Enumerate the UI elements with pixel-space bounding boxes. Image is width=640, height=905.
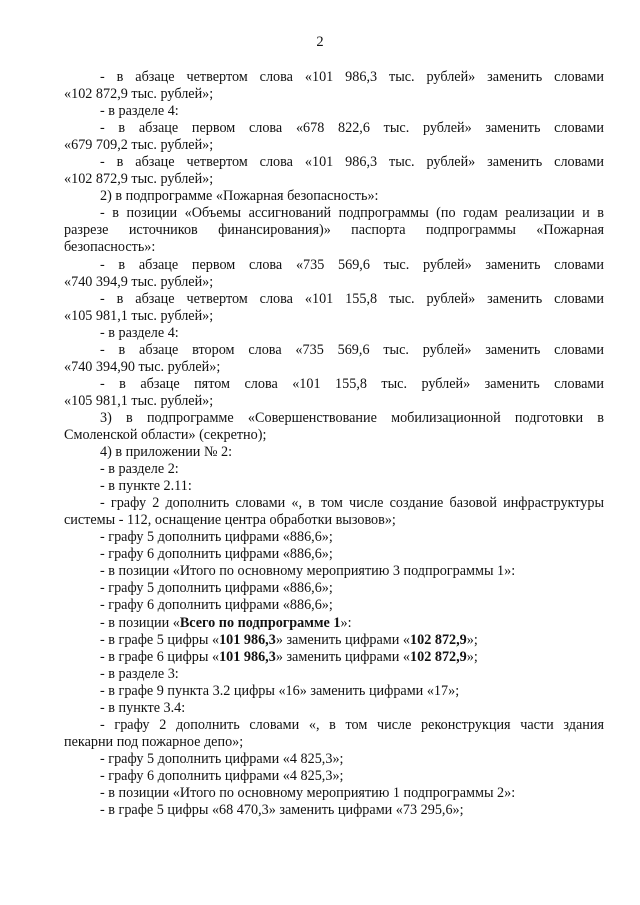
text-line: - графу 6 дополнить цифрами «4 825,3»; xyxy=(100,767,344,784)
text-segment: »; xyxy=(466,631,478,648)
text-segment: - в графе 5 цифры « xyxy=(100,631,220,648)
text-line: - графу 6 дополнить цифрами «886,6»; xyxy=(100,546,333,563)
text-line: - в абзаце четвертом слова «101 986,3 тыс. рублей» заменить словами xyxy=(100,69,604,85)
text-line: - в абзаце пятом слова «101 155,8 тыс. рублей» заменить словами xyxy=(100,375,604,392)
text-line: - в разделе 2: xyxy=(100,461,179,478)
text-line: - в пункте 3.4: xyxy=(100,699,186,716)
text-line: - в позиции «Итого по основному мероприятию 1 подпрограммы 2»: xyxy=(100,784,516,801)
text-line: - в графе 9 пункта 3.2 цифры «16» заменить цифрами «17»; xyxy=(100,682,460,699)
text-line: «102 872,9 тыс. рублей»; xyxy=(64,171,214,188)
text-line: пекарни под пожарное депо»; xyxy=(64,733,244,750)
text-line: - графу 5 дополнить цифрами «886,6»; xyxy=(100,529,333,546)
bold-text: 101 986,3 xyxy=(219,648,276,665)
text-line: Смоленской области» (секретно); xyxy=(64,426,267,443)
text-line xyxy=(64,649,604,666)
text-line: разрезе источников финансирования)» паспорта подпрограммы «Пожарная xyxy=(64,222,604,239)
text-line xyxy=(64,615,604,632)
text-line: 2) в подпрограмме «Пожарная безопасность»: xyxy=(100,188,379,205)
text-line: - графу 2 дополнить словами «, в том числе реконструкция части здания xyxy=(100,716,604,733)
text-line: «102 872,9 тыс. рублей»; xyxy=(64,86,214,103)
text-line xyxy=(64,632,604,649)
text-line: - в разделе 4: xyxy=(100,103,179,120)
text-segment: »; xyxy=(466,648,478,665)
text-line: - в графе 5 цифры «68 470,3» заменить цифрами «73 295,6»; xyxy=(100,802,464,819)
text-line: 4) в приложении № 2: xyxy=(100,444,233,461)
text-line: «679 709,2 тыс. рублей»; xyxy=(64,137,214,154)
text-segment: »: xyxy=(340,614,352,631)
text-line: 3) в подпрограмме «Совершенствование мобилизационной подготовки в xyxy=(100,409,604,426)
text-line: - в пункте 2.11: xyxy=(100,478,192,495)
bold-text: 102 872,9 xyxy=(410,631,467,648)
text-line: «105 981,1 тыс. рублей»; xyxy=(64,392,214,409)
text-line: «740 394,90 тыс. рублей»; xyxy=(64,358,221,375)
text-segment: - в позиции « xyxy=(100,614,180,631)
text-line: - в абзаце первом слова «678 822,6 тыс. рублей» заменить словами xyxy=(100,120,604,137)
text-line: - в абзаце втором слова «735 569,6 тыс. рублей» заменить словами xyxy=(100,341,604,358)
text-line: «105 981,1 тыс. рублей»; xyxy=(64,307,214,324)
text-line: - графу 5 дополнить цифрами «4 825,3»; xyxy=(100,750,344,767)
text-segment: » заменить цифрами « xyxy=(275,631,411,648)
text-line: - в разделе 4: xyxy=(100,324,179,341)
text-line: - графу 2 дополнить словами «, в том числе создание базовой инфраструктуры xyxy=(100,495,604,512)
text-line: - графу 6 дополнить цифрами «886,6»; xyxy=(100,597,333,614)
page-number: 2 xyxy=(316,34,324,50)
document-body xyxy=(64,69,604,819)
text-segment: » заменить цифрами « xyxy=(275,648,411,665)
text-line: безопасность»: xyxy=(64,239,156,256)
text-line: системы - 112, оснащение центра обработки вызовов»; xyxy=(64,512,396,529)
bold-text: Всего по подпрограмме 1 xyxy=(179,614,341,631)
text-line: «740 394,9 тыс. рублей»; xyxy=(64,273,214,290)
text-line: - в абзаце четвертом слова «101 155,8 тыс. рублей» заменить словами xyxy=(100,290,604,307)
text-segment: - в графе 6 цифры « xyxy=(100,648,220,665)
text-line: - в позиции «Объемы ассигнований подпрограммы (по годам реализации и в xyxy=(100,205,604,222)
text-line: - в абзаце четвертом слова «101 986,3 тыс. рублей» заменить словами xyxy=(100,154,604,171)
text-line: - в позиции «Итого по основному мероприятию 3 подпрограммы 1»: xyxy=(100,563,516,580)
text-line: - графу 5 дополнить цифрами «886,6»; xyxy=(100,580,333,597)
bold-text: 101 986,3 xyxy=(219,631,276,648)
text-line: - в разделе 3: xyxy=(100,665,179,682)
bold-text: 102 872,9 xyxy=(410,648,467,665)
text-line: - в абзаце первом слова «735 569,6 тыс. рублей» заменить словами xyxy=(100,256,604,273)
